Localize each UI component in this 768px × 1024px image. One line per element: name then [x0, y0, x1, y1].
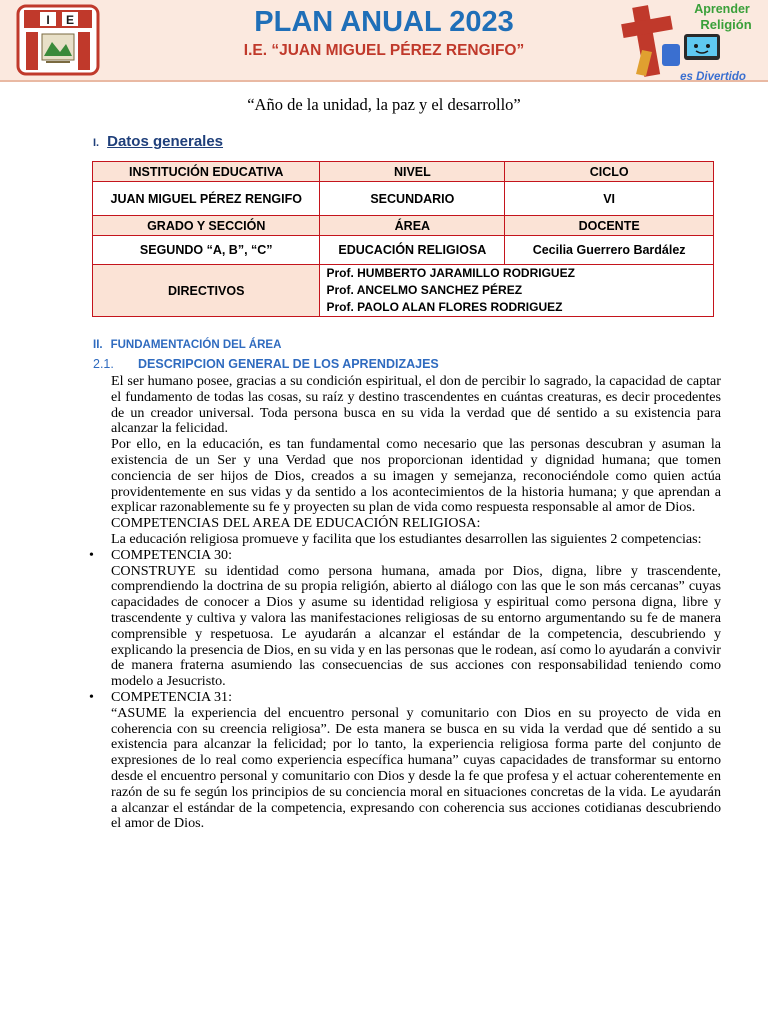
directivo-name: Prof. PAOLO ALAN FLORES RODRIGUEZ	[326, 300, 563, 314]
page-title: PLAN ANUAL 2023	[254, 6, 514, 38]
competencias-heading: COMPETENCIAS DEL AREA DE EDUCACIÓN RELIGIOSA:	[111, 515, 481, 532]
crest-letter-i: I	[46, 13, 50, 27]
school-name-subtitle: I.E. “JUAN MIGUEL PÉREZ RENGIFO”	[243, 42, 525, 59]
logo-word-religion: Religión	[700, 17, 752, 32]
directivo-name: Prof. ANCELMO SANCHEZ PÉREZ	[326, 283, 523, 297]
aprender-religion-logo	[618, 0, 768, 84]
header-grado: GRADO Y SECCIÓN	[93, 216, 320, 236]
value-nivel: SECUNDARIO	[320, 182, 505, 216]
subsection-number: 2.1.	[93, 357, 114, 371]
general-data-table	[92, 161, 714, 317]
table-row	[93, 162, 714, 182]
table-row	[93, 236, 714, 265]
header-nivel: NIVEL	[320, 162, 505, 182]
directivos-list	[320, 265, 714, 317]
paragraph: El ser humano posee, gracias a su condición espiritual, el don de percibir lo sagrado, la capacidad de captar el fundamento de todas las cosas, su raíz y destino trascendentes en cuántas creaturas, es decir procedentes de un creador universal. Toda persona busca en su vida la verdad que dé sentido a su existencia para alcanzar la felicidad.	[111, 373, 721, 437]
table-row	[93, 216, 714, 236]
table-row	[93, 265, 714, 317]
header-ciclo: CICLO	[505, 162, 714, 182]
subsection-descripcion	[93, 357, 439, 371]
section-title: Datos generales	[107, 133, 224, 150]
competencia-30-title: • COMPETENCIA 30:	[111, 548, 721, 564]
section-number: I.	[93, 137, 100, 149]
crest-letter-e: E	[65, 13, 75, 27]
year-motto: “Año de la unidad, la paz y el desarrollo”	[247, 95, 521, 114]
header-docente: DOCENTE	[505, 216, 714, 236]
logo-word-divertido: es Divertido	[680, 71, 746, 83]
value-grado: SEGUNDO “A, B”, “C”	[93, 236, 320, 265]
section-fundamentacion	[93, 339, 281, 351]
body-text	[111, 374, 721, 832]
paragraph: La educación religiosa promueve y facilita que los estudiantes desarrollen las siguientes 2 competencias:	[111, 530, 702, 547]
section-number: II.	[93, 339, 103, 351]
competencia-31-title: • COMPETENCIA 31:	[111, 690, 721, 706]
value-area: EDUCACIÓN RELIGIOSA	[320, 236, 505, 265]
value-ciclo: VI	[505, 182, 714, 216]
header-institucion: INSTITUCIÓN EDUCATIVA	[93, 162, 320, 182]
paragraph: Por ello, en la educación, es tan fundamental como necesario que las personas descubran y asuman la existencia de un Ser y una Verdad que nos proporcionan identidad y dignidad humana; que tomen conciencia de ser hijos de Dios, creados a su imagen y semejanza, reconociéndole como quien actúa providentemente en sus vidas y da sentido a los acontecimientos de la historia humana; y que aprendan a explicar razonablemente su fe y proyecten su plan de vida como respuesta responsable al amor de Dios.	[111, 436, 721, 516]
header-area: ÁREA	[320, 216, 505, 236]
value-institucion: JUAN MIGUEL PÉREZ RENGIFO	[93, 182, 320, 216]
competencia-30-text: CONSTRUYE su identidad como persona humana, amada por Dios, digna, libre y trascendente, comprendiendo la doctrina de su propia religión, abierto al diálogo con las que le son más cercanas” cuyas capacidades de conocer a Dios y asume su identidad religiosa y espiritual como persona digna, libre y trascendente y cultiva y valora las manifestaciones religiosas de su entorno argumentando su fe de manera comprensible y respetuosa. Le ayudarán a alcanzar el estándar de la competencia, descubriendo y explicando la presencia de Dios, en su vida y en las personas que le rodean, así como lo ayudarán a convivir de manera fraterna asumiendo las consecuencias de sus acciones con responsabilidad teniendo como modelo a Jesucristo.	[111, 562, 721, 690]
section-datos-generales	[93, 133, 223, 150]
value-docente: Cecilia Guerrero Bardález	[505, 236, 714, 265]
logo-word-aprender: Aprender	[694, 2, 750, 16]
competencia-31-text: “ASUME la experiencia del encuentro personal y comunitario con Dios en su proyecto de vida en coherencia con su creencia religiosa”. De esta manera se busca en su vida la verdad que dé sentido a su existencia para alcanzar la felicidad; por lo tanto, la experiencia religiosa forma parte del conjunto de expresiones de lo real como experiencia específica humana” cuyas capacidades de transformar su entorno desde el encuentro personal y comunitario con Dios y desde la fe que profesa y el actuar coherentemente en razón de su fe según los principios de su conciencia moral en situaciones concretas de la vida. Le ayudarán a alcanzar el estándar de la competencia, expresando con coherencia sus acciones cotidianas descubriendo el amor de Dios.	[111, 704, 721, 832]
subsection-title: DESCRIPCION GENERAL DE LOS APRENDIZAJES	[138, 357, 439, 371]
section-title: FUNDAMENTACIÓN DEL ÁREA	[110, 339, 282, 351]
directivo-name: Prof. HUMBERTO JARAMILLO RODRIGUEZ	[326, 266, 575, 280]
directivos-label: DIRECTIVOS	[93, 265, 320, 317]
table-row	[93, 182, 714, 216]
